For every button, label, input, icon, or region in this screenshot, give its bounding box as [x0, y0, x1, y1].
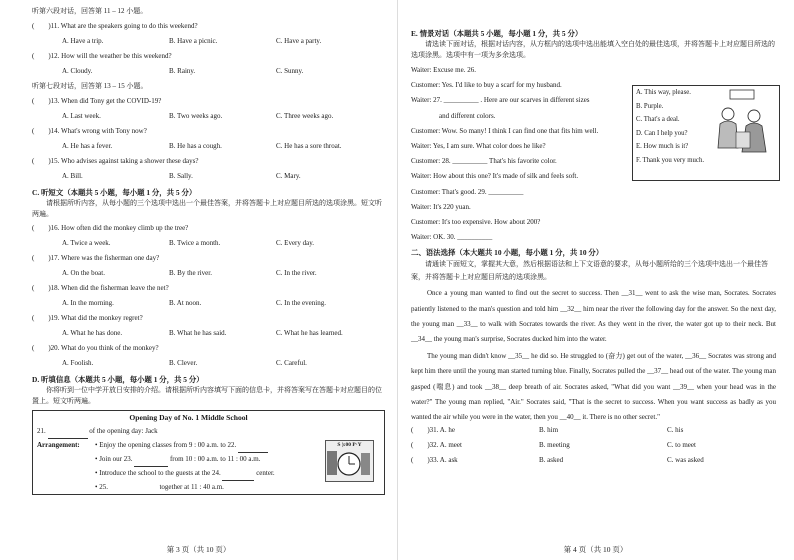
option-11c: C. Have a party.: [276, 37, 322, 45]
question-14: ( )14. What's wrong with Tony now?: [32, 127, 147, 135]
question-19: ( )19. What did the monkey regret?: [32, 314, 143, 322]
question-32: ( )32. A. meet: [411, 441, 462, 450]
question-16: ( )16. How often did the monkey climb up the tree?: [32, 224, 189, 232]
option-32c: C. to meet: [667, 441, 696, 450]
options-32: [411, 440, 776, 455]
option-20b: B. Clever.: [169, 359, 198, 367]
dialogue-line: Waiter: OK. 30. __________: [411, 233, 493, 242]
option-17c: C. In the river.: [276, 269, 317, 277]
options-13: [32, 111, 385, 126]
section-d-instructions: 你将听到一位中学开放日安排的介绍。请根据所听内容填写下面的信息卡，并将答案写在答题卡对应题目的位置上。短文听两遍。: [32, 386, 382, 405]
blank-24[interactable]: [222, 467, 254, 481]
dialogue-line: Customer: That's good. 29. __________: [411, 187, 524, 196]
page-4-footer: 第 4 页（共 10 页）: [563, 545, 628, 554]
dialogue: [411, 63, 633, 245]
options-17: [32, 268, 385, 283]
option-12a: A. Cloudy.: [62, 67, 93, 75]
option-19c: C. What he has learned.: [276, 329, 343, 337]
blank-23[interactable]: [134, 453, 168, 467]
option-17a: A. On the boat.: [62, 269, 105, 277]
dialogue-line: Waiter: Excuse me. 26.: [411, 66, 476, 74]
options-18: [32, 298, 385, 313]
blank-21[interactable]: [48, 425, 88, 439]
option-19a: A. What he has done.: [62, 329, 123, 337]
section-c-heading: C. 听短文（本题共 5 小题，每小题 1 分，共 5 分）: [32, 188, 197, 197]
option-13c: C. Three weeks ago.: [276, 112, 334, 120]
option-33c: C. was asked: [667, 456, 704, 465]
box-option-f: F. Thank you very much.: [636, 156, 705, 164]
clock-icon: [326, 449, 372, 479]
dialogue-line: Waiter: 27. __________ . Here are our scarves in different sizes: [411, 96, 590, 105]
question-12: ( )12. How will the weather be this weekend?: [32, 52, 172, 60]
option-18c: C. In the evening.: [276, 299, 326, 307]
question-15: ( )15. Who advises against taking a shower these days?: [32, 157, 199, 165]
option-13b: B. Two weeks ago.: [169, 112, 223, 120]
passage-paragraph-2: The young man didn't know __35__ he did so. He struggled to (奋力) get out of the water, __36__ Socrates was strong and kept him there until the young man started turning blue. Finally, Socrates pulled the __37__ head out of the water. The young man gasped (喘息) and took __38__ deep breath of air. Socrates asked, "What did you want __39__ when your head was in the water?" The young man replied, "Air." Socrates said, "That is the secret to success. When you want success as badly as you wanted the air while you were in the water, then you __40__ it. There is no other secret.": [411, 352, 776, 422]
dialogue-line: Customer: 28. __________ That's his favorite color.: [411, 157, 557, 166]
blank-21-number: 21.: [37, 427, 46, 435]
option-18a: A. In the morning.: [62, 299, 114, 307]
dialogue-line: Customer: It's too expensive. How about 200?: [411, 218, 541, 227]
option-19b: B. What he has said.: [169, 329, 227, 337]
option-11b: B. Have a picnic.: [169, 37, 218, 45]
blank-22[interactable]: [238, 439, 268, 453]
arrangement-item-3-post: center.: [256, 469, 275, 477]
option-11a: A. Have a trip.: [62, 37, 104, 45]
arrangement-item-4-post: together at 11 : 40 a.m.: [159, 483, 224, 491]
arrangement-item-3-pre: • Introduce the school to the guests at the 24.: [95, 469, 221, 477]
option-18b: B. At noon.: [169, 299, 202, 307]
arrangement-item-4-pre: • 25.: [95, 483, 108, 491]
info-line-21-text: of the opening day: Jack: [89, 427, 158, 435]
question-11: ( )11. What are the speakers going to do this weekend?: [32, 22, 198, 30]
option-14c: C. He has a sore throat.: [276, 142, 342, 150]
page-3-footer: 第 3 页（共 10 页）: [166, 545, 231, 554]
section-intro-7: 听第七段对话，回答第 13 – 15 小题。: [32, 82, 148, 90]
options-33: [411, 455, 776, 470]
page-4: [397, 0, 794, 560]
question-17: ( )17. Where was the fisherman one day?: [32, 254, 160, 262]
section-2-instructions: 请通读下面短文，掌握其大意，然后根据语法和上下文语意的要求，从每小题所给的三个选项中选出一个最佳答案，并将答题卡上对应题目所选的选项涂黑。: [411, 260, 768, 282]
options-12: [32, 66, 385, 81]
option-14a: A. He has a fever.: [62, 142, 113, 150]
dialogue-line: Waiter: Yes, I am sure. What color does he like?: [411, 142, 546, 151]
option-33b: B. asked: [539, 456, 564, 465]
options-15: [32, 171, 385, 186]
question-18: ( )18. When did the fisherman leave the net?: [32, 284, 169, 292]
option-12c: C. Sunny.: [276, 67, 304, 75]
dialogue-line: Waiter: It's 220 yuan.: [411, 202, 471, 211]
arrangement-label: Arrangement:: [37, 441, 80, 449]
section-d-heading: D. 听填信息（本题共 5 小题，每小题 1 分，共 5 分）: [32, 375, 204, 384]
section-e-heading: E. 情景对话（本题共 5 小题，每小题 1 分，共 5 分）: [411, 29, 583, 38]
option-12b: B. Rainy.: [169, 67, 196, 75]
options-14: [32, 141, 385, 156]
info-line-21: [33, 425, 384, 439]
question-31: ( )31. A. he: [411, 426, 455, 435]
box-option-b: B. Purple.: [636, 102, 664, 110]
options-16: [32, 238, 385, 253]
option-13a: A. Last week.: [62, 112, 101, 120]
option-15a: A. Bill.: [62, 172, 83, 180]
option-16c: C. Every day.: [276, 239, 315, 247]
option-20c: C. Careful.: [276, 359, 307, 367]
option-14b: B. He has a cough.: [169, 142, 222, 150]
section-2-heading: 二、语法选择（本大题共 10 小题，每小题 1 分，共 10 分）: [411, 248, 604, 258]
section-e-instructions: 请选读下面对话，根据对话内容，从方框内的选项中选出能填入空白处的最佳选项，并将答题卡上对应题目所选的选项涂黑。选项中有一项为多余选项。: [411, 40, 775, 59]
section-intro-6: 听第六段对话，回答第 11 – 12 小题。: [32, 7, 148, 15]
arrangement-item-2-pre: • Join our 23.: [95, 455, 133, 463]
option-20a: A. Foolish.: [62, 359, 94, 367]
options-11: [32, 36, 385, 51]
arrangement-item-2-post: from 10 : 00 a.m. to 11 : 00 a.m.: [169, 455, 261, 463]
option-15b: B. Sally.: [169, 172, 193, 180]
option-16a: A. Twice a week.: [62, 239, 111, 247]
passage-paragraph-1: Once a young man wanted to find out the secret to success. Then __31__ went to ask the wise man, Socrates. Socrates patiently listened to the man's question and told him __32__ him near the river the following day for the answer. So the next day, the young man __33__ to walk with Socrates towards the river. As they went in the river, the water got up to their neck. But __34__ the young man's surprise, Socrates ducked him into the water.: [411, 289, 776, 344]
options-20: [32, 358, 385, 373]
option-31c: C. his: [667, 426, 684, 435]
option-15c: C. Mary.: [276, 172, 301, 180]
blank-25[interactable]: [110, 481, 158, 495]
question-20: ( )20. What do you think of the monkey?: [32, 344, 159, 352]
info-card-title: Opening Day of No. 1 Middle School: [129, 413, 248, 422]
clock-illustration: [325, 440, 374, 482]
box-option-e: E. How much is it?: [636, 143, 689, 151]
box-option-d: D. Can I help you?: [636, 129, 688, 137]
dialogue-line: Customer: Wow. So many! I think I can find one that fits him well.: [411, 126, 599, 135]
arrangement-item-1: • Enjoy the opening classes from 9 : 00 a.m. to 22.: [95, 441, 237, 449]
dialogue-line: Waiter: How about this one? It's made of silk and feels soft.: [411, 172, 579, 181]
box-option-a: A. This way, please.: [636, 89, 691, 96]
box-option-c: C. That's a deal.: [636, 116, 680, 124]
options-31: [411, 425, 776, 440]
clock-illustration-label: S ):00 P·Y: [337, 442, 362, 448]
section-c-instructions: 请根据所听内容，从每小题的三个选项中选出一个最佳答案，并将答题卡上对应题目所选的选项涂黑。短文听两遍。: [32, 199, 382, 218]
option-17b: B. By the river.: [169, 269, 212, 277]
options-19: [32, 328, 385, 343]
question-33: ( )33. A. ask: [411, 456, 458, 465]
dialogue-line: Customer: Yes. I'd like to buy a scarf for my husband.: [411, 81, 562, 90]
dialogue-line: and different colors.: [439, 111, 496, 120]
question-13: ( )13. When did Tony get the COVID-19?: [32, 97, 162, 105]
shopping-illustration: [712, 88, 774, 168]
option-16b: B. Twice a month.: [169, 239, 221, 247]
option-32b: B. meeting: [539, 441, 570, 450]
option-31b: B. him: [539, 426, 559, 435]
